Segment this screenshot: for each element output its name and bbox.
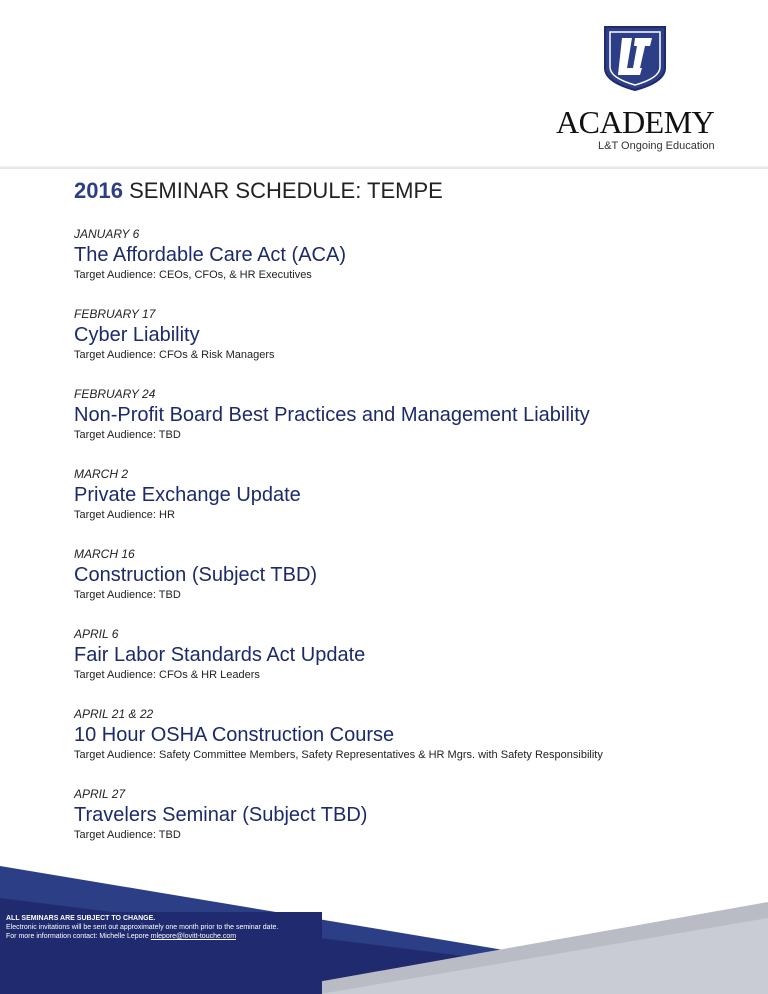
seminar-title: The Affordable Care Act (ACA) — [74, 244, 346, 266]
seminar-title: Fair Labor Standards Act Update — [74, 644, 366, 666]
seminar-date: MARCH 16 — [74, 547, 135, 561]
title-text: SEMINAR SCHEDULE: TEMPE — [129, 178, 443, 203]
logo-wordmark: ACADEMY — [556, 104, 715, 140]
seminar-item — [74, 386, 714, 466]
seminar-item — [74, 546, 714, 626]
seminar-audience: Target Audience: TBD — [74, 429, 181, 441]
academy-logo — [550, 24, 720, 150]
seminar-date: MARCH 2 — [74, 467, 129, 481]
lt-shield-icon — [602, 24, 668, 92]
seminar-date: APRIL 6 — [74, 627, 119, 641]
seminar-item — [74, 306, 714, 386]
seminar-date: FEBRUARY 17 — [74, 307, 156, 321]
seminar-item — [74, 466, 714, 546]
seminar-title: Private Exchange Update — [74, 484, 301, 506]
seminar-title: Travelers Seminar (Subject TBD) — [74, 804, 368, 826]
seminar-audience: Target Audience: CFOs & HR Leaders — [74, 669, 260, 681]
seminar-item — [74, 706, 714, 786]
seminar-item — [74, 226, 714, 306]
page-title — [74, 178, 443, 204]
seminar-date: FEBRUARY 24 — [74, 387, 156, 401]
seminar-date: APRIL 27 — [74, 787, 126, 801]
seminar-item — [74, 626, 714, 706]
seminar-title: 10 Hour OSHA Construction Course — [74, 724, 395, 746]
footer-notes — [6, 914, 278, 941]
seminar-list — [74, 226, 714, 866]
contact-email-link[interactable]: mlepore@lovitt-touche.com — [150, 933, 237, 940]
contact-line — [6, 932, 278, 941]
seminar-item — [74, 786, 714, 866]
seminar-date: APRIL 21 & 22 — [74, 707, 154, 721]
seminar-audience: Target Audience: Safety Committee Members, Safety Representatives & HR Mgrs. with Safety Responsibility — [74, 749, 603, 761]
seminar-audience: Target Audience: CEOs, CFOs, & HR Executives — [74, 269, 312, 281]
seminar-title: Cyber Liability — [74, 324, 200, 346]
invitation-note: Electronic invitations will be sent out approximately one month prior to the seminar date. — [6, 924, 279, 931]
change-notice: ALL SEMINARS ARE SUBJECT TO CHANGE. — [6, 915, 156, 922]
title-year: 2016 — [74, 178, 123, 203]
seminar-date: JANUARY 6 — [74, 227, 140, 241]
seminar-audience: Target Audience: HR — [74, 509, 175, 521]
seminar-audience: Target Audience: TBD — [74, 589, 181, 601]
seminar-audience: Target Audience: TBD — [74, 829, 181, 841]
seminar-title: Construction (Subject TBD) — [74, 564, 318, 586]
contact-label: For more information contact: Michelle Lepore — [6, 933, 151, 940]
header-divider — [0, 166, 768, 169]
footer-banner — [0, 866, 768, 994]
seminar-title: Non-Profit Board Best Practices and Management Liability — [74, 404, 590, 426]
seminar-audience: Target Audience: CFOs & Risk Managers — [74, 349, 275, 361]
logo-tagline: L&T Ongoing Education — [598, 140, 715, 152]
